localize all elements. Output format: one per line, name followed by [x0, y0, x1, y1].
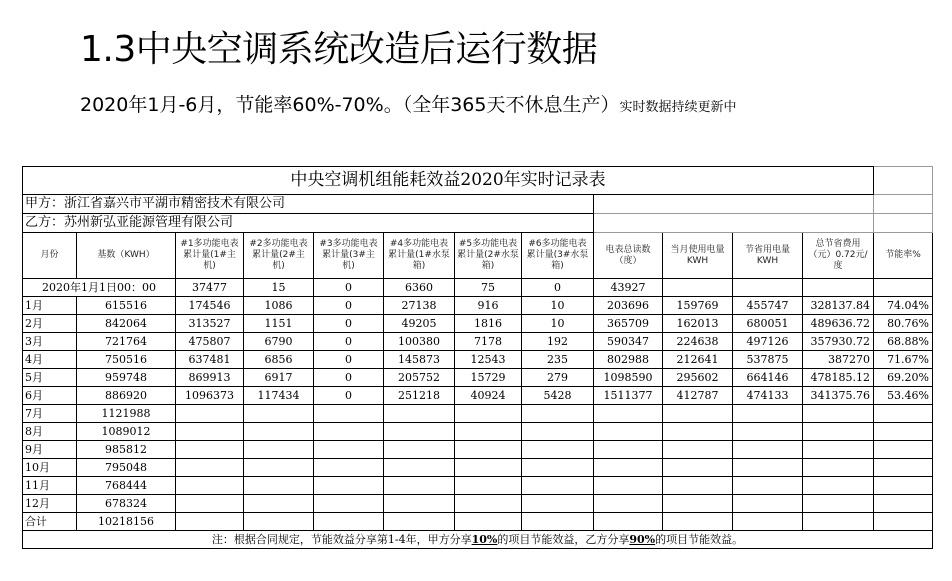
table-cell: [594, 405, 663, 423]
table-cell: 1089012: [77, 423, 176, 441]
month-label: 6月: [23, 387, 77, 405]
table-row: [23, 477, 933, 495]
table-cell: 0: [314, 369, 384, 387]
month-label: 10月: [23, 459, 77, 477]
table-header-row: [23, 233, 933, 279]
note-party-b-share: 90%: [629, 533, 656, 546]
column-header: 节能率%: [874, 233, 933, 279]
table-cell: 680051: [733, 315, 803, 333]
month-label: 1月: [23, 297, 77, 315]
table-cell: [455, 513, 522, 531]
table-cell: [314, 423, 384, 441]
subtitle-realtime-note: 实时数据持续更新中: [619, 100, 737, 115]
table-cell: [522, 495, 594, 513]
table-row: [23, 459, 933, 477]
table-cell: [594, 513, 663, 531]
table-cell: 12543: [455, 351, 522, 369]
start-reading-label: 2020年1月1日00：00: [23, 279, 176, 297]
table-cell: [244, 423, 314, 441]
table-cell: [384, 441, 455, 459]
table-cell: 69.20%: [874, 369, 933, 387]
table-cell: [874, 477, 933, 495]
contract-note: [23, 531, 933, 549]
table-row: [23, 387, 933, 405]
table-cell: 7178: [455, 333, 522, 351]
table-cell: 721764: [77, 333, 176, 351]
table-cell: 74.04%: [874, 297, 933, 315]
table-cell: [176, 495, 244, 513]
table-cell: 341375.76: [803, 387, 874, 405]
table-cell: 6917: [244, 369, 314, 387]
table-cell: [663, 459, 733, 477]
table-cell: [455, 477, 522, 495]
table-cell: [874, 459, 933, 477]
table-cell: [455, 405, 522, 423]
table-row: [23, 333, 933, 351]
table-cell: [384, 459, 455, 477]
table-cell: 497126: [733, 333, 803, 351]
energy-record-table: [22, 166, 933, 549]
column-header: #4多功能电表累计量(1#水泵箱): [384, 233, 455, 279]
table-cell: [244, 477, 314, 495]
table-row: [23, 495, 933, 513]
table-cell: 0: [314, 387, 384, 405]
table-cell-empty: [594, 195, 874, 214]
table-cell: 1151: [244, 315, 314, 333]
table-cell: [663, 423, 733, 441]
slide-subtitle: [80, 88, 737, 125]
table-cell: [176, 441, 244, 459]
start-reading-row: [23, 279, 933, 297]
column-header: #6多功能电表累计量(3#水泵箱): [522, 233, 594, 279]
table-cell: 235: [522, 351, 594, 369]
table-cell: [455, 495, 522, 513]
table-cell: [244, 513, 314, 531]
table-cell: 412787: [663, 387, 733, 405]
table-cell: 985812: [77, 441, 176, 459]
table-cell: 1096373: [176, 387, 244, 405]
table-cell: [244, 459, 314, 477]
table-cell: [314, 513, 384, 531]
table-row: [23, 351, 933, 369]
month-label: 11月: [23, 477, 77, 495]
table-cell: [384, 423, 455, 441]
table-cell: [803, 405, 874, 423]
table-cell: 313527: [176, 315, 244, 333]
table-cell: 678324: [77, 495, 176, 513]
column-header: 当月使用电量KWH: [663, 233, 733, 279]
column-header: #1多功能电表累计量(1#主机): [176, 233, 244, 279]
table-cell: 455747: [733, 297, 803, 315]
slide-title: 1.3中央空调系统改造后运行数据: [80, 29, 598, 70]
party-b-label: 乙方：苏州新弘亚能源管理有限公司: [23, 214, 594, 233]
table-cell: [874, 279, 933, 297]
table-cell: 1121988: [77, 405, 176, 423]
table-cell: 489636.72: [803, 315, 874, 333]
table-cell: 10: [522, 315, 594, 333]
table-cell: 205752: [384, 369, 455, 387]
table-cell: 174546: [176, 297, 244, 315]
month-label: 8月: [23, 423, 77, 441]
column-header: #5多功能电表累计量(2#水泵箱): [455, 233, 522, 279]
table-cell: 251218: [384, 387, 455, 405]
column-header: 节省用电量KWH: [733, 233, 803, 279]
table-row: [23, 405, 933, 423]
table-cell: 192: [522, 333, 594, 351]
table-cell: [663, 513, 733, 531]
table-cell-empty: [874, 167, 933, 195]
table-cell: 365709: [594, 315, 663, 333]
table-cell: [455, 459, 522, 477]
note-row: [23, 531, 933, 549]
table-cell: 43927: [594, 279, 663, 297]
table-cell: 750516: [77, 351, 176, 369]
table-row: [23, 369, 933, 387]
month-label: 5月: [23, 369, 77, 387]
table-cell-empty: [874, 195, 933, 214]
table-cell: 10218156: [77, 513, 176, 531]
table-cell: 0: [314, 297, 384, 315]
table-cell: [874, 441, 933, 459]
table-cell: [594, 495, 663, 513]
table-cell: [803, 477, 874, 495]
table-cell: [384, 477, 455, 495]
table-cell: [874, 405, 933, 423]
table-cell: 10: [522, 297, 594, 315]
table-cell: 768444: [77, 477, 176, 495]
table-cell: 387270: [803, 351, 874, 369]
month-label: 9月: [23, 441, 77, 459]
note-mid: 的项目节能效益，乙方分享: [497, 533, 630, 546]
table-cell: [874, 495, 933, 513]
table-cell: [803, 441, 874, 459]
table-cell: 474133: [733, 387, 803, 405]
table-cell: 15729: [455, 369, 522, 387]
table-cell: [663, 405, 733, 423]
table-cell: [244, 441, 314, 459]
column-header: #2多功能电表累计量(2#主机): [244, 233, 314, 279]
table-cell: 802988: [594, 351, 663, 369]
table-cell: [733, 495, 803, 513]
table-cell: [384, 405, 455, 423]
table-cell: [803, 459, 874, 477]
table-cell: 886920: [77, 387, 176, 405]
table-cell: 6790: [244, 333, 314, 351]
table-cell: 1086: [244, 297, 314, 315]
table-cell: [244, 495, 314, 513]
month-label: 2月: [23, 315, 77, 333]
table-cell: [455, 441, 522, 459]
table-cell: 37477: [176, 279, 244, 297]
table-cell: [803, 495, 874, 513]
table-cell: [733, 477, 803, 495]
note-prefix: 注：根据合同规定，节能效益分享第1-4年，甲方分享: [211, 533, 472, 546]
table-cell: [733, 405, 803, 423]
table-cell: [522, 459, 594, 477]
table-cell: 295602: [663, 369, 733, 387]
table-cell: 6360: [384, 279, 455, 297]
table-cell: [663, 441, 733, 459]
table-cell: 0: [314, 279, 384, 297]
column-header: #3多功能电表累计量(3#主机): [314, 233, 384, 279]
table-cell: [874, 513, 933, 531]
table-cell: [733, 423, 803, 441]
table-cell: 0: [314, 315, 384, 333]
table-cell: 869913: [176, 369, 244, 387]
table-cell: [663, 495, 733, 513]
table-cell: 615516: [77, 297, 176, 315]
table-cell: 15: [244, 279, 314, 297]
column-header: 电表总读数（度）: [594, 233, 663, 279]
table-cell: [733, 279, 803, 297]
table-cell: [803, 423, 874, 441]
table-cell: 842064: [77, 315, 176, 333]
table-row: [23, 441, 933, 459]
table-cell: [384, 495, 455, 513]
table-cell: 279: [522, 369, 594, 387]
table-cell: 478185.12: [803, 369, 874, 387]
table-cell: [733, 441, 803, 459]
table-cell: 145873: [384, 351, 455, 369]
table-cell: [522, 477, 594, 495]
table-cell: 203696: [594, 297, 663, 315]
table-cell: [455, 423, 522, 441]
table-cell: 795048: [77, 459, 176, 477]
table-cell: 537875: [733, 351, 803, 369]
table-cell: 68.88%: [874, 333, 933, 351]
table-cell: [176, 405, 244, 423]
table-cell: 475807: [176, 333, 244, 351]
table-cell: [594, 423, 663, 441]
note-party-a-share: 10%: [471, 533, 498, 546]
note-suffix: 的项目节能效益。: [655, 533, 744, 546]
table-cell: [522, 405, 594, 423]
table-caption: 中央空调机组能耗效益2020年实时记录表: [23, 167, 874, 195]
table-cell: [176, 513, 244, 531]
table-cell: [314, 459, 384, 477]
table-cell: [176, 477, 244, 495]
table-cell: 637481: [176, 351, 244, 369]
month-label: 4月: [23, 351, 77, 369]
column-header: 基数（KWH）: [77, 233, 176, 279]
table-cell: [314, 477, 384, 495]
table-cell: 664146: [733, 369, 803, 387]
table-cell: 27138: [384, 297, 455, 315]
table-cell: [733, 459, 803, 477]
table-cell: 6856: [244, 351, 314, 369]
subtitle-main: 2020年1月-6月，节能率60%-70%。（全年365天不休息生产）: [80, 94, 620, 116]
table-cell: 117434: [244, 387, 314, 405]
table-cell: [874, 423, 933, 441]
table-cell: 224638: [663, 333, 733, 351]
table-cell: 916: [455, 297, 522, 315]
table-cell: [314, 405, 384, 423]
column-header: 总节省费用（元）0.72元/度: [803, 233, 874, 279]
table-cell: 100380: [384, 333, 455, 351]
table-cell: [244, 405, 314, 423]
table-cell: [314, 441, 384, 459]
table-cell: 1098590: [594, 369, 663, 387]
table-cell: [522, 513, 594, 531]
table-cell: 80.76%: [874, 315, 933, 333]
table-cell: 49205: [384, 315, 455, 333]
table-cell: 212641: [663, 351, 733, 369]
table-cell: [803, 279, 874, 297]
table-cell: 0: [522, 279, 594, 297]
table-cell: 40924: [455, 387, 522, 405]
month-label: 12月: [23, 495, 77, 513]
month-label: 合计: [23, 513, 77, 531]
table-cell: 328137.84: [803, 297, 874, 315]
table-cell: 1816: [455, 315, 522, 333]
table-cell: [733, 513, 803, 531]
table-cell-empty: [594, 214, 874, 233]
month-label: 7月: [23, 405, 77, 423]
table-cell: [314, 495, 384, 513]
table-cell: 959748: [77, 369, 176, 387]
table-row: [23, 513, 933, 531]
table-cell: 53.46%: [874, 387, 933, 405]
table-cell: 5428: [522, 387, 594, 405]
table-cell: 75: [455, 279, 522, 297]
table-cell: 357930.72: [803, 333, 874, 351]
table-row: [23, 315, 933, 333]
table-cell: [594, 459, 663, 477]
table-row: [23, 297, 933, 315]
table-cell: 0: [314, 351, 384, 369]
table-cell: [663, 477, 733, 495]
table-row: [23, 423, 933, 441]
table-cell-empty: [874, 214, 933, 233]
month-label: 3月: [23, 333, 77, 351]
table-cell: 71.67%: [874, 351, 933, 369]
table-cell: [176, 459, 244, 477]
table-cell: [594, 441, 663, 459]
table-cell: [522, 423, 594, 441]
party-a-label: 甲方：浙江省嘉兴市平湖市精密技术有限公司: [23, 195, 594, 214]
column-header: 月份: [23, 233, 77, 279]
table-cell: [663, 279, 733, 297]
table-cell: [803, 513, 874, 531]
table-cell: [384, 513, 455, 531]
table-cell: 159769: [663, 297, 733, 315]
table-cell: 590347: [594, 333, 663, 351]
table-cell: [522, 441, 594, 459]
table-cell: 162013: [663, 315, 733, 333]
table-cell: [176, 423, 244, 441]
table-cell: 0: [314, 333, 384, 351]
table-cell: [594, 477, 663, 495]
table-cell: 1511377: [594, 387, 663, 405]
